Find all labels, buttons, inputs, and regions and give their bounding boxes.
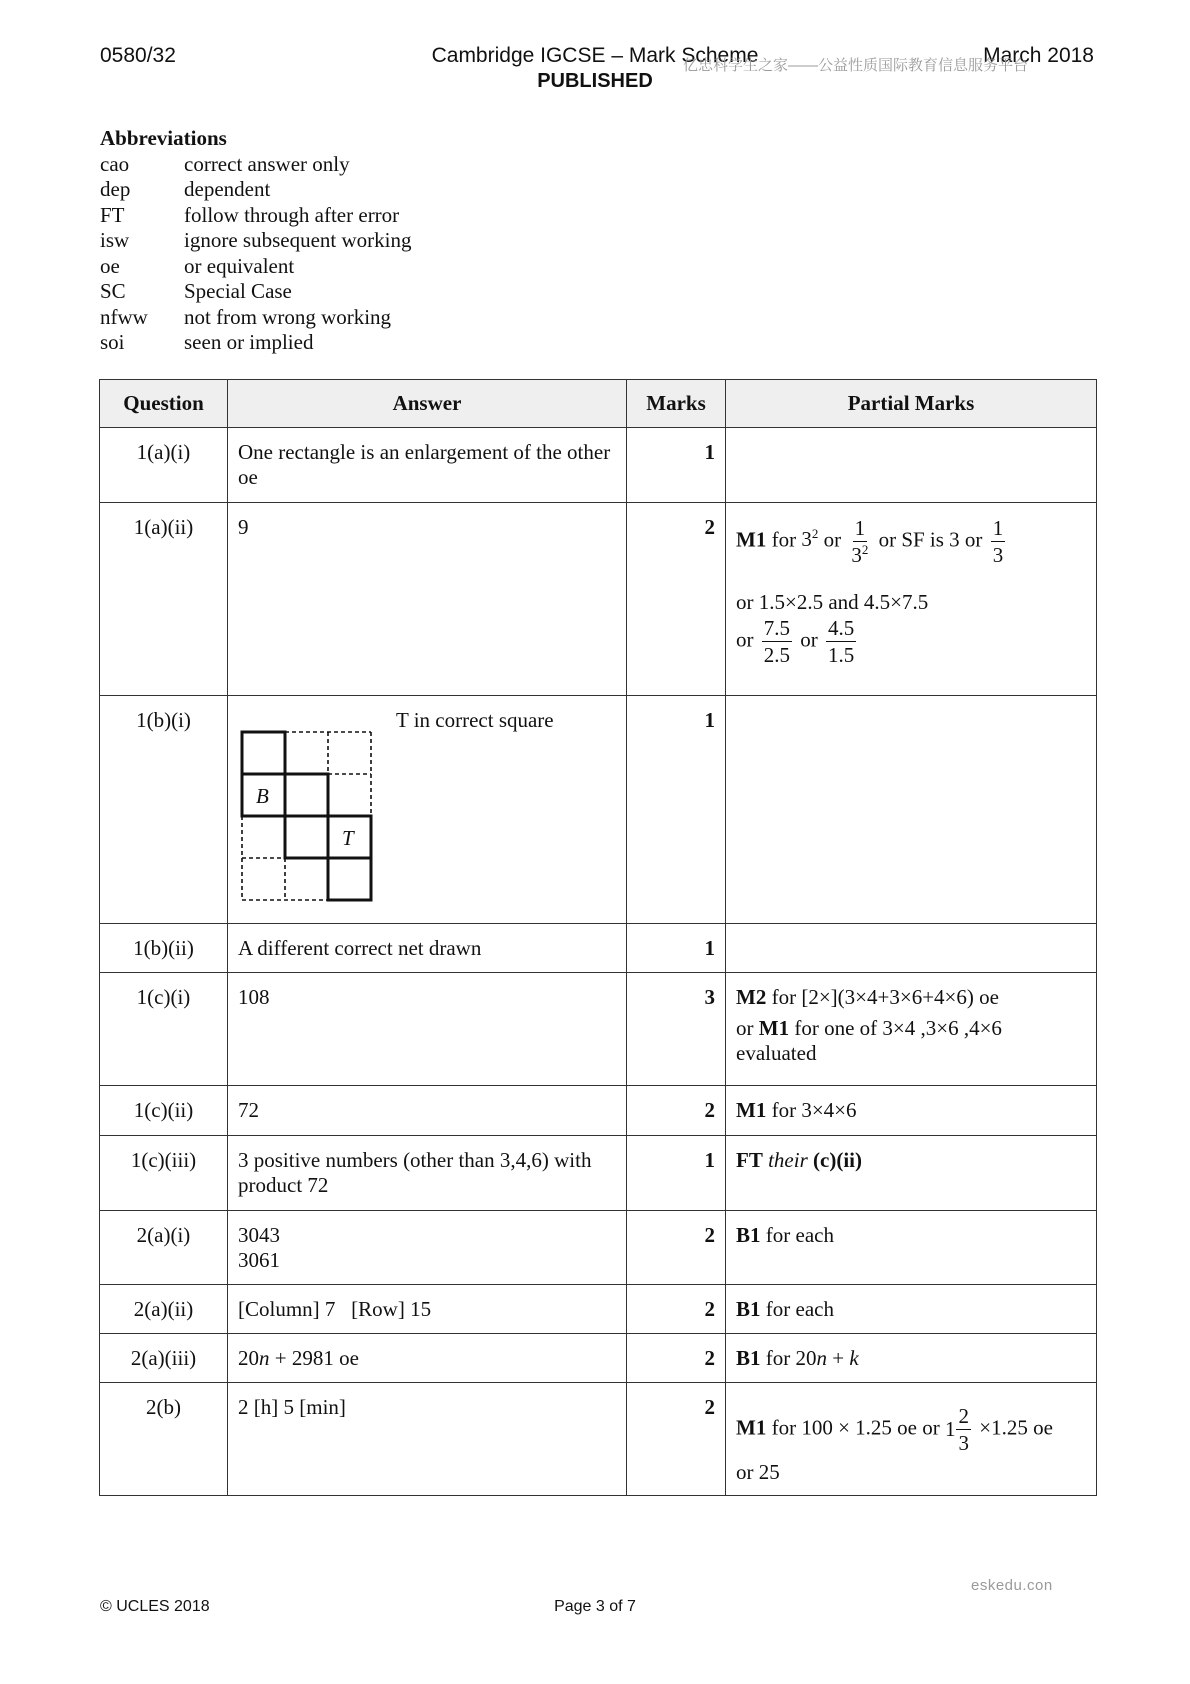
- marks-cell: 2: [627, 1211, 726, 1285]
- power-exponent: 2: [811, 526, 819, 542]
- fraction: [849, 517, 870, 566]
- net-diagram-area: [238, 708, 616, 908]
- table-header-row: [100, 380, 1097, 428]
- text: or: [736, 627, 754, 652]
- text: or: [823, 527, 842, 552]
- denominator: [849, 542, 870, 566]
- mark-scheme-table: [99, 379, 1097, 1496]
- question-cell: 2(b): [100, 1383, 228, 1496]
- answer-text: T in correct square: [396, 708, 554, 732]
- question-cell: 1(b)(i): [100, 696, 228, 924]
- question-cell: 1(b)(ii): [100, 924, 228, 973]
- text: or: [736, 1016, 754, 1040]
- abbreviation-item: [100, 279, 411, 305]
- abbreviation-code: oe: [100, 253, 120, 278]
- mark-code: M1: [736, 1098, 767, 1122]
- partial-line: or 25: [736, 1460, 780, 1485]
- text: for 100 × 1.25 oe or: [771, 1415, 940, 1440]
- variable-k: k: [849, 1346, 859, 1370]
- marks-cell: 1: [627, 428, 726, 503]
- partial-marks-cell: [726, 428, 1097, 503]
- marks-cell: 1: [627, 1136, 726, 1211]
- page-number: Page 3 of 7: [554, 1598, 636, 1615]
- mark-code: M1: [758, 1016, 790, 1040]
- question-cell: 2(a)(iii): [100, 1334, 228, 1383]
- whole-part: 1: [944, 1417, 956, 1442]
- text: for one of 3×4 ,3×6 ,4×6: [794, 1016, 1002, 1040]
- answer-cell: 3 positive numbers (other than 3,4,6) with product 72: [228, 1136, 627, 1211]
- question-cell: 1(a)(ii): [100, 503, 228, 696]
- partial-marks-cell: [726, 503, 1097, 696]
- power: [801, 527, 818, 551]
- column-header-answer: Answer: [228, 380, 627, 428]
- numerator: 1: [991, 517, 1006, 542]
- marks-cell: 2: [627, 1334, 726, 1383]
- bracket-factor: [2×]: [801, 985, 838, 1009]
- table-row: [100, 1136, 1097, 1211]
- partial-marks-cell: [726, 1086, 1097, 1136]
- text: their: [768, 1148, 808, 1172]
- partial-line: [736, 1016, 1086, 1041]
- partial-line: [736, 617, 1086, 666]
- answer-cell: A different correct net drawn: [228, 924, 627, 973]
- part-reference: (c)(ii): [813, 1148, 862, 1172]
- partial-line: [736, 985, 1086, 1010]
- partial-marks-cell: [726, 973, 1097, 1086]
- table-row: [100, 428, 1097, 503]
- power-base: 3: [851, 543, 862, 568]
- question-cell: 1(c)(i): [100, 973, 228, 1086]
- denominator: 3: [992, 543, 1004, 568]
- numerator: 2: [956, 1405, 971, 1430]
- abbreviation-meaning: follow through after error: [184, 202, 400, 227]
- fraction: [956, 1405, 971, 1454]
- table-row: [100, 1086, 1097, 1136]
- net-label-b: B: [256, 784, 269, 808]
- document-title: Cambridge IGCSE – Mark Scheme: [431, 44, 759, 67]
- abbreviation-meaning: not from wrong working: [184, 304, 392, 329]
- text: or SF is 3 or: [878, 527, 983, 552]
- table-row: [100, 503, 1097, 696]
- text: 20: [238, 1346, 259, 1370]
- answer-cell: 108: [228, 973, 627, 1086]
- table-row: [100, 973, 1097, 1086]
- partial-marks-cell: [726, 1383, 1097, 1496]
- variable-n: n: [259, 1346, 270, 1370]
- answer-cell: [Column] 7 [Row] 15: [228, 1285, 627, 1334]
- partial-line: [736, 517, 1086, 566]
- header-watermark: 亿忠科学生之家——公益性质国际教育信息服务平台: [683, 57, 1029, 74]
- table-row: [100, 1334, 1097, 1383]
- partial-marks-cell: [726, 1211, 1097, 1285]
- abbreviation-meaning: correct answer only: [184, 151, 350, 176]
- text: ×1.25 oe: [979, 1415, 1053, 1440]
- marks-cell: 1: [627, 696, 726, 924]
- partial-marks-cell: [726, 1136, 1097, 1211]
- marks-cell: 2: [627, 503, 726, 696]
- answer-cell: 2 [h] 5 [min]: [228, 1383, 627, 1496]
- table-row: [100, 1211, 1097, 1285]
- abbreviation-code: soi: [100, 330, 125, 354]
- mark-code: B1: [736, 1297, 761, 1321]
- question-cell: 2(a)(i): [100, 1211, 228, 1285]
- question-cell: 1(c)(iii): [100, 1136, 228, 1211]
- answer-cell: One rectangle is an enlargement of the other oe: [228, 428, 627, 503]
- variable-n: n: [816, 1346, 828, 1370]
- abbreviation-meaning: Special Case: [184, 279, 292, 303]
- column-header-marks: Marks: [627, 380, 726, 428]
- abbreviation-meaning: seen or implied: [184, 330, 314, 354]
- answer-line: 3061: [238, 1248, 280, 1272]
- mark-code: M1: [736, 1415, 767, 1440]
- mark-code: M2: [736, 985, 767, 1009]
- denominator: 3: [958, 1431, 969, 1456]
- marks-cell: 3: [627, 973, 726, 1086]
- abbreviation-code: FT: [100, 202, 125, 227]
- text: + 2981 oe: [269, 1346, 359, 1370]
- text: oe: [979, 985, 999, 1009]
- net-label-t: T: [342, 826, 354, 850]
- column-header-partial-marks: Partial Marks: [726, 380, 1097, 428]
- denominator: 1.5: [828, 643, 855, 668]
- table-row: [100, 696, 1097, 924]
- partial-line: [736, 1405, 1086, 1454]
- abbreviation-meaning: or equivalent: [184, 253, 295, 278]
- abbreviation-item: [100, 177, 411, 203]
- fraction: [826, 617, 856, 666]
- denominator: 2.5: [763, 643, 790, 668]
- mark-code: M1: [736, 527, 767, 552]
- partial-marks-cell: [726, 924, 1097, 973]
- text: for: [771, 527, 797, 552]
- partial-marks-cell: [726, 696, 1097, 924]
- abbreviation-item: [100, 330, 411, 356]
- abbreviation-item: [100, 203, 411, 229]
- abbreviation-item: [100, 305, 411, 331]
- expression: (3×4+3×6+4×6): [837, 985, 974, 1009]
- marks-cell: 2: [627, 1285, 726, 1334]
- partial-line: evaluated: [736, 1041, 817, 1065]
- text: +: [827, 1346, 850, 1370]
- abbreviation-item: [100, 228, 411, 254]
- answer-cell: 9: [228, 503, 627, 696]
- power-base: 3: [801, 527, 812, 552]
- answer-line: 3043: [238, 1223, 280, 1247]
- fraction: [991, 517, 1006, 566]
- answer-cell: [228, 1211, 627, 1285]
- answer-cell: [228, 696, 627, 924]
- published-label: PUBLISHED: [537, 70, 653, 92]
- abbreviation-meaning: dependent: [184, 177, 271, 201]
- copyright: © UCLES 2018: [100, 1598, 210, 1615]
- numerator: 7.5: [762, 617, 792, 642]
- abbreviation-item: [100, 254, 411, 280]
- column-header-question: Question: [100, 380, 228, 428]
- question-cell: 2(a)(ii): [100, 1285, 228, 1334]
- abbreviations-title: Abbreviations: [100, 126, 227, 150]
- abbreviation-item: [100, 152, 411, 178]
- numerator: 4.5: [826, 617, 856, 642]
- table-row: [100, 1383, 1097, 1496]
- marks-cell: 2: [627, 1383, 726, 1496]
- partial-marks-cell: [726, 1334, 1097, 1383]
- text: for each: [765, 1223, 834, 1247]
- table-row: [100, 924, 1097, 973]
- marks-cell: 2: [627, 1086, 726, 1136]
- question-cell: 1(c)(ii): [100, 1086, 228, 1136]
- abbreviation-code: dep: [100, 177, 131, 201]
- document-date: March 2018: [983, 44, 1094, 67]
- cuboid-net-diagram: [238, 730, 378, 910]
- abbreviation-code: nfww: [100, 304, 148, 329]
- partial-line: or 1.5×2.5 and 4.5×7.5: [736, 590, 929, 615]
- answer-cell: 72: [228, 1086, 627, 1136]
- abbreviations-section: [100, 126, 411, 356]
- abbreviation-meaning: ignore subsequent working: [184, 228, 412, 252]
- abbreviation-code: SC: [100, 279, 126, 303]
- text: for 20: [765, 1346, 817, 1370]
- footer-watermark: eskedu.con: [971, 1577, 1053, 1594]
- numerator: 1: [853, 517, 868, 542]
- partial-marks-cell: [726, 1285, 1097, 1334]
- marks-cell: 1: [627, 924, 726, 973]
- fraction: [762, 617, 792, 666]
- abbreviation-code: isw: [100, 228, 130, 252]
- power-exponent: 2: [861, 542, 869, 558]
- abbreviation-code: cao: [100, 151, 130, 176]
- text: for: [771, 985, 797, 1009]
- mark-code: FT: [736, 1148, 763, 1172]
- text: or: [800, 627, 818, 652]
- question-cell: 1(a)(i): [100, 428, 228, 503]
- table-row: [100, 1285, 1097, 1334]
- mark-code: B1: [736, 1223, 761, 1247]
- paper-code: 0580/32: [100, 44, 176, 67]
- mixed-number: [945, 1405, 974, 1454]
- text: for 3×4×6: [771, 1098, 857, 1122]
- answer-cell: [228, 1334, 627, 1383]
- mark-code: B1: [736, 1346, 761, 1370]
- text: for each: [765, 1297, 834, 1321]
